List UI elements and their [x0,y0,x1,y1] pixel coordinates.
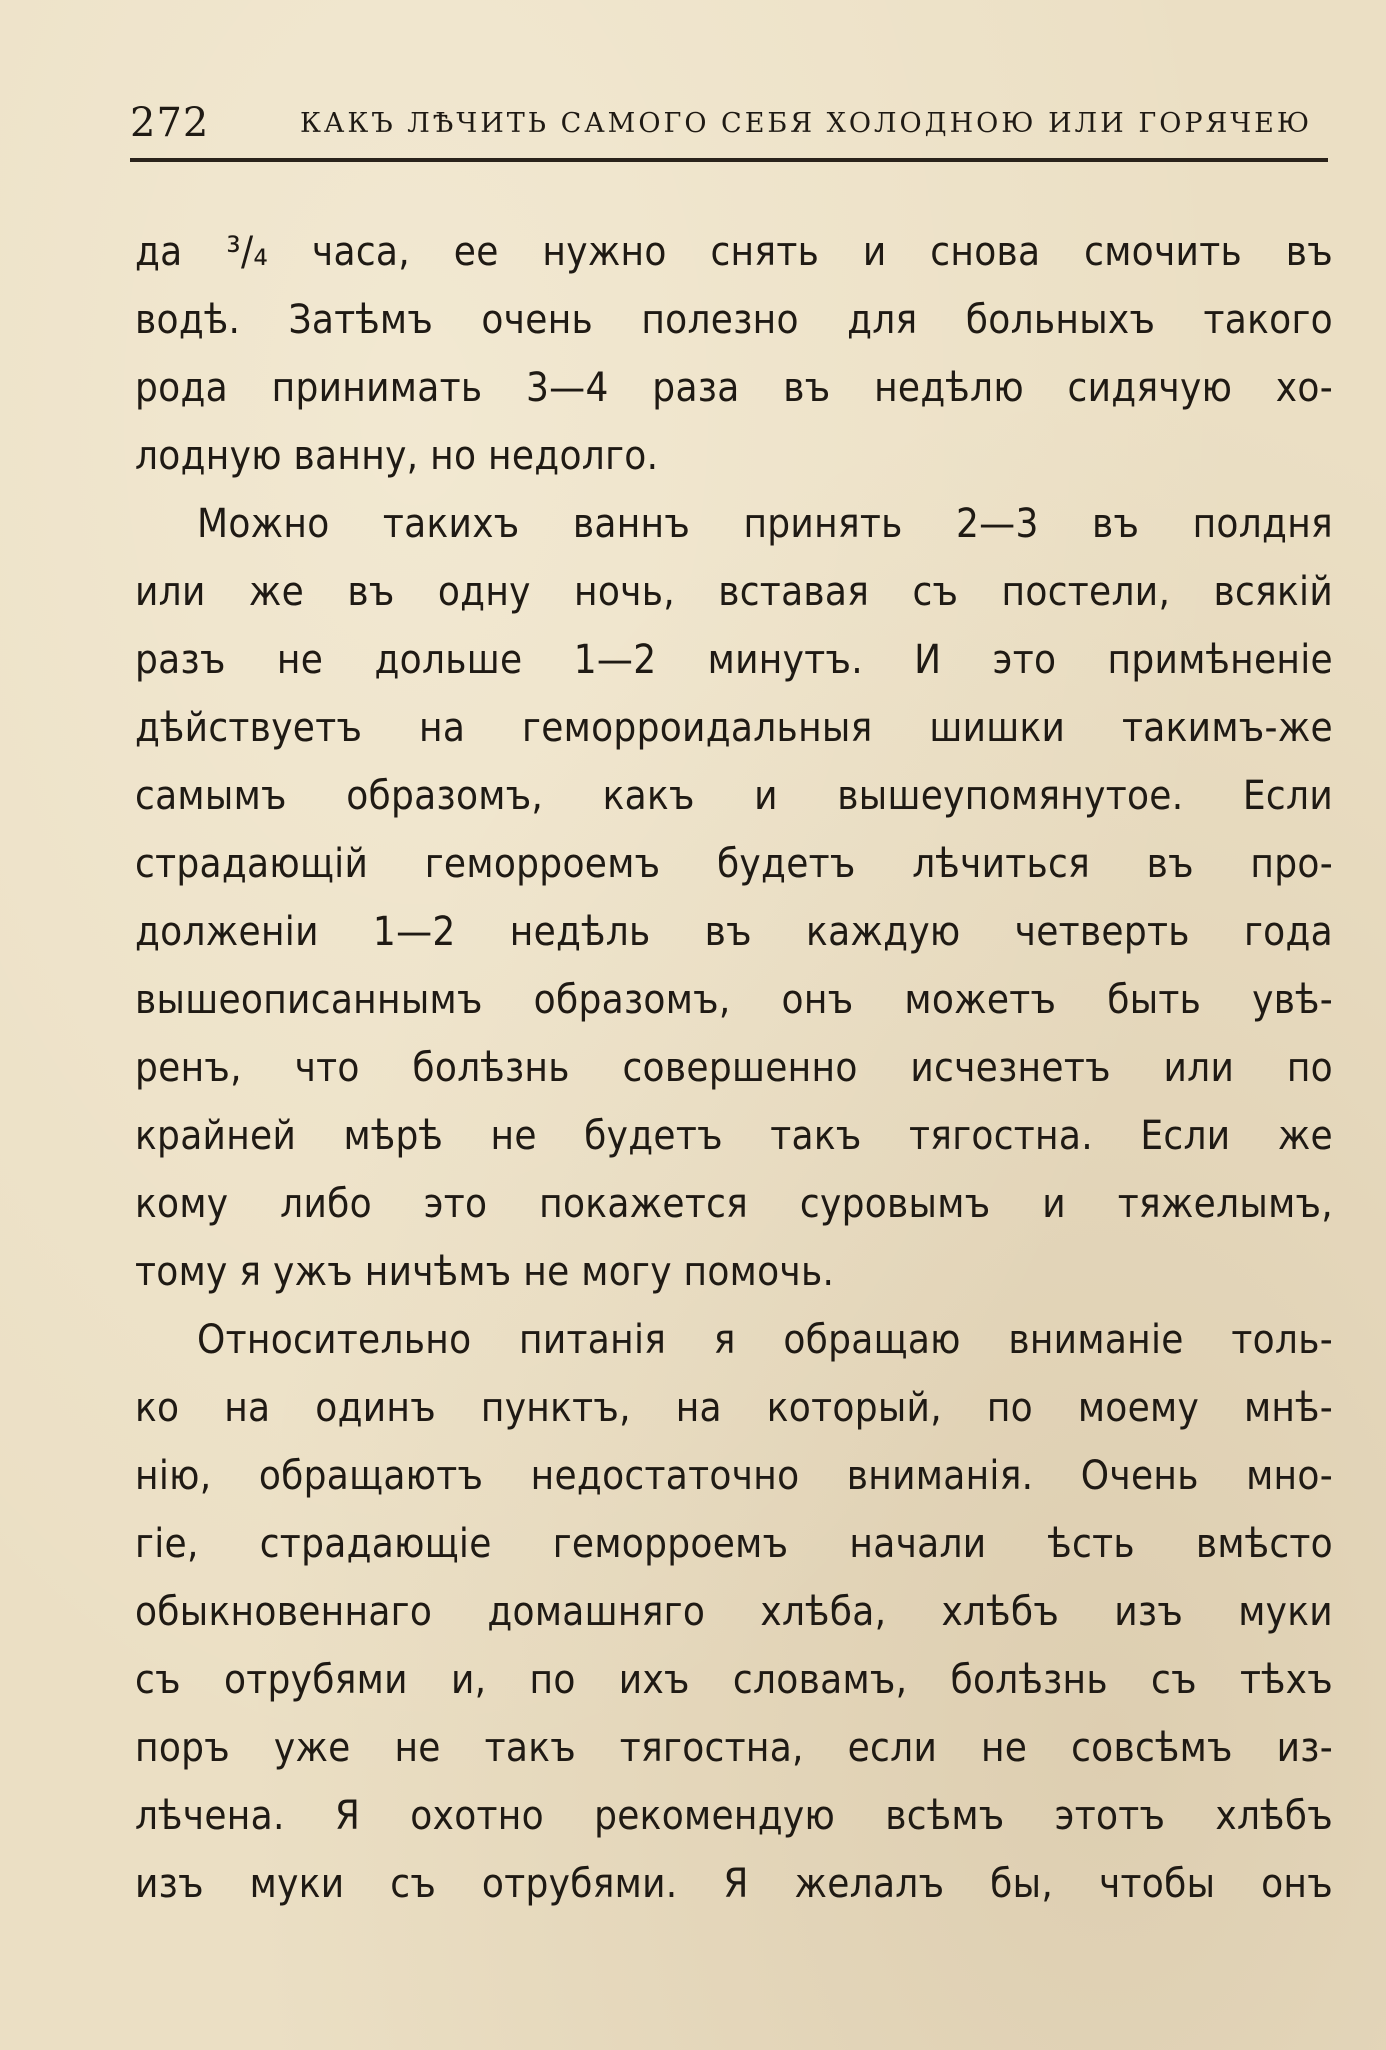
page-number: 272 [130,100,210,146]
text-line: Можно такихъ ваннъ принять 2—3 въ полдня [197,501,1333,547]
text-line: съ отрубями и, по ихъ словамъ, болѣзнь съ тѣхъ [135,1657,1333,1703]
text-line: кому либо это покажется суровымъ и тяжелымъ, [135,1181,1333,1227]
text-line: страдающій геморроемъ будетъ лѣчиться въ про- [135,841,1333,887]
text-line: лѣчена. Я охотно рекомендую всѣмъ этотъ хлѣбъ [135,1793,1333,1839]
text-line: крайней мѣрѣ не будетъ такъ тягостна. Если же [135,1113,1333,1159]
body-text [135,218,1333,1918]
text-line: гіе, страдающіе геморроемъ начали ѣсть вмѣсто [135,1521,1333,1567]
text-line: ко на одинъ пунктъ, на который, по моему мнѣ- [135,1385,1333,1431]
text-line: вышеописаннымъ образомъ, онъ можетъ быть увѣ- [135,977,1333,1023]
text-line: ренъ, что болѣзнь совершенно исчезнетъ или по [135,1045,1333,1091]
text-line: обыкновеннаго домашняго хлѣба, хлѣбъ изъ муки [135,1589,1333,1635]
text-line: поръ уже не такъ тягостна, если не совсѣмъ из- [135,1725,1333,1771]
text-line: разъ не дольше 1—2 минутъ. И это примѣненіе [135,637,1333,683]
text-line: дѣйствуетъ на геморроидальныя шишки такимъ-же [135,705,1333,751]
text-line: лодную ванну, но недолго. [135,433,659,479]
text-line: рода принимать 3—4 раза въ недѣлю сидячую хо- [135,365,1333,411]
text-line: водѣ. Затѣмъ очень полезно для больныхъ такого [135,297,1333,343]
text-line: долженіи 1—2 недѣль въ каждую четверть года [135,909,1333,955]
text-line: да ³/₄ часа, ее нужно снять и снова смочить въ [135,229,1333,275]
text-line: нію, обращаютъ недостаточно вниманія. Очень мно- [135,1453,1333,1499]
header-rule [130,158,1328,162]
text-line: самымъ образомъ, какъ и вышеупомянутое. Если [135,773,1333,819]
text-line: Относительно питанія я обращаю вниманіе толь- [197,1317,1333,1363]
text-line: тому я ужъ ничѣмъ не могу помочь. [135,1249,835,1295]
text-line: или же въ одну ночь, вставая съ постели, всякій [135,569,1333,615]
text-line: изъ муки съ отрубями. Я желалъ бы, чтобы онъ [135,1861,1333,1907]
running-title: КАКЪ ЛѢЧИТЬ САМОГО СЕБЯ ХОЛОДНОЮ ИЛИ ГОРЯЧЕЮ [300,108,1313,139]
page-header [130,100,1328,146]
